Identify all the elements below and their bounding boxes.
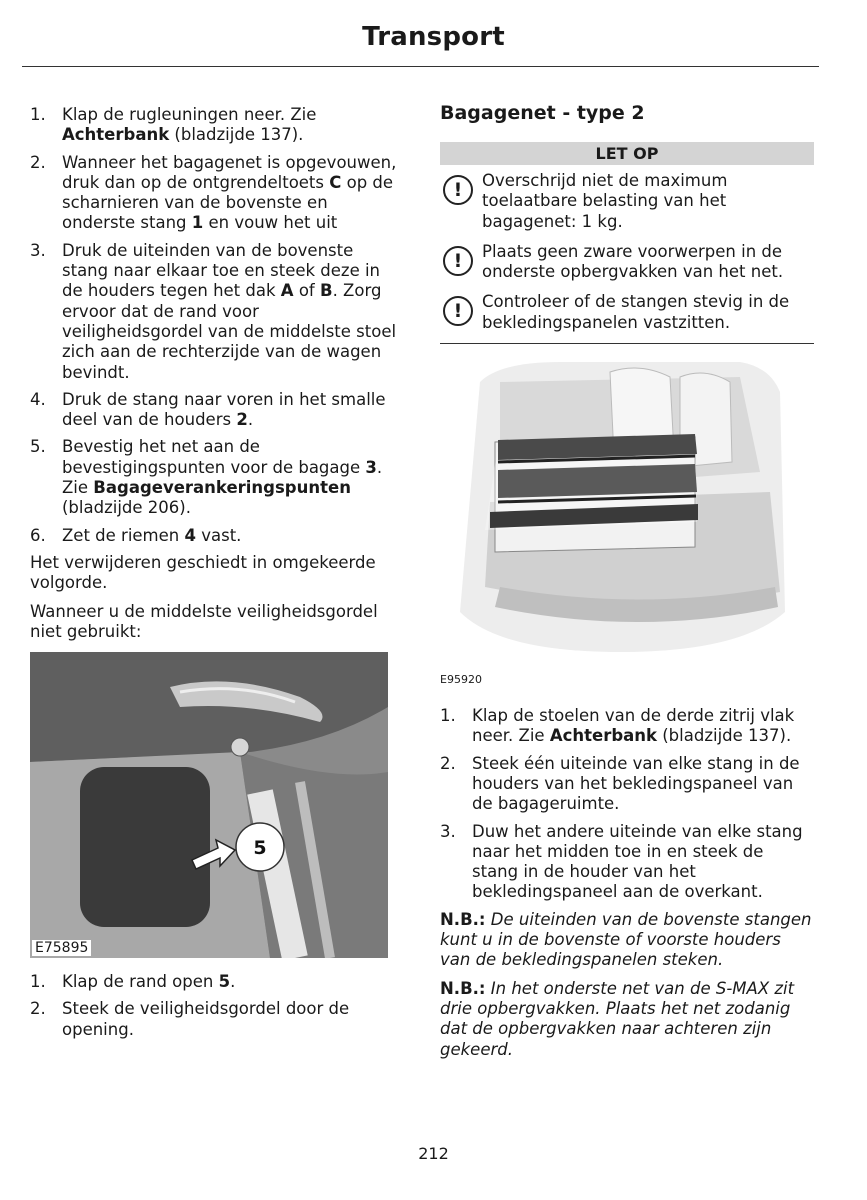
luggage-net-figure [440, 352, 812, 687]
warning-icon: ! [443, 296, 473, 326]
list-item-number: 3. [30, 240, 46, 260]
emphasis-text: 1 [191, 213, 204, 233]
list-item-text: of [293, 281, 320, 301]
callout-label: 5 [253, 837, 267, 860]
list-item [440, 754, 814, 815]
note-label: N.B.: [440, 909, 486, 929]
right-column [440, 102, 814, 1068]
list-item [30, 241, 402, 383]
warning-icon: ! [443, 246, 473, 276]
list-item [30, 437, 402, 518]
emphasis-text: Bagageverankeringspunten [93, 478, 351, 498]
warning-item [440, 242, 814, 283]
emphasis-text: 5 [218, 972, 231, 992]
note-1 [440, 910, 814, 971]
note-text: De uiteinden van de bovenste stangen kunt u in de bovenste of voorste houders van de bekledingspanelen steken. [440, 909, 812, 970]
caution-bar: LET OP [440, 142, 814, 165]
warning-text: Controleer of de stangen stevig in de bekledingspanelen vastzitten. [482, 292, 790, 332]
warning-item [440, 292, 814, 333]
list-item [30, 153, 402, 234]
list-item [30, 526, 402, 546]
note-label: N.B.: [440, 978, 486, 998]
list-item [30, 105, 402, 146]
list-item-number: 3. [440, 821, 456, 841]
emphasis-text: 3 [365, 457, 377, 477]
emphasis-text: 2 [236, 410, 248, 430]
note-text: In het onderste net van de S-MAX zit drie opbergvakken. Plaats het net zodanig dat de opbergvakken naar achteren zijn gekeerd. [440, 978, 795, 1059]
list-item-text: op de scharnieren van de bovenste en onderste stang [62, 172, 394, 233]
list-item-text: . [247, 410, 254, 430]
list-item-text: (bladzijde 206). [62, 498, 191, 518]
list-item-number: 2. [440, 753, 456, 773]
list-item-text: Steek één uiteinde van elke stang in de houders van het bekledingspaneel van de bagageruimte. [472, 753, 800, 814]
seatbelt-illustration [30, 652, 388, 958]
warning-icon: ! [443, 175, 473, 205]
list-item-number: 1. [440, 706, 456, 726]
list-item-text: . Zie [62, 457, 383, 498]
list-item-text: Klap de rand open [62, 972, 219, 992]
warning-item [440, 171, 814, 232]
list-item [440, 822, 814, 903]
page-number: 212 [418, 1144, 449, 1163]
list-item-text: vast. [195, 525, 242, 545]
list-item-text: (bladzijde 137). [169, 125, 304, 145]
list-item-text: Klap de rugleuningen neer. Zie [62, 105, 317, 124]
list-item-text: Steek de veiligheidsgordel door de opening. [62, 999, 350, 1039]
list-item-number: 1. [30, 105, 46, 124]
list-item-number: 2. [30, 152, 46, 172]
list-item-number: 1. [30, 972, 46, 992]
list-item-text: en vouw het uit [203, 213, 338, 233]
warning-list [440, 171, 814, 333]
page-title: Transport [362, 22, 505, 52]
list-item-text: . Zorg ervoor dat de rand voor veiligheidsgordel van de middelste stoel zich aan de rechterzijde van de wagen bevindt. [62, 281, 397, 382]
list-item-text: Klap de stoelen van de derde zitrij vlak neer. Zie [472, 706, 795, 746]
list-item-text: Bevestig het net aan de bevestigingspunten voor de bagage [62, 437, 366, 477]
emphasis-text: Achterbank [62, 125, 170, 145]
list-item-number: 5. [30, 437, 46, 457]
luggage-net-illustration [440, 352, 812, 652]
figure-caption: E75895 [32, 940, 91, 956]
emphasis-text: A [280, 281, 294, 301]
list-item [30, 999, 402, 1040]
figure-caption-2: E95920 [440, 673, 482, 687]
list-item-text: Druk de uiteinden van de bovenste stang naar elkaar toe en steek deze in de houders tegen het dak [62, 240, 381, 301]
warning-text: Plaats geen zware voorwerpen in de onderste opbergvakken van het net. [482, 241, 784, 282]
seatbelt-figure [30, 652, 388, 958]
note-2 [440, 979, 814, 1060]
list-item-text: . [230, 972, 236, 992]
instruction-list-3 [440, 706, 814, 903]
emphasis-text: Achterbank [549, 726, 657, 746]
list-item-text: Zet de riemen [62, 525, 185, 545]
list-item [30, 972, 402, 992]
list-item-number: 6. [30, 525, 46, 545]
left-column [30, 105, 402, 1047]
paragraph-removal: Het verwijderen geschiedt in omgekeerde volgorde. [30, 552, 376, 593]
list-item-text: (bladzijde 137). [657, 726, 792, 746]
instruction-list [30, 105, 402, 546]
list-item [30, 390, 402, 431]
emphasis-text: B [319, 281, 333, 301]
emphasis-text: 4 [184, 525, 196, 545]
list-item-number: 2. [30, 999, 46, 1019]
header-divider [22, 66, 819, 67]
section-heading: Bagagenet - type 2 [440, 102, 645, 124]
list-item-number: 4. [30, 389, 46, 409]
instruction-list-2 [30, 972, 402, 1040]
list-item-text: Duw het andere uiteinde van elke stang naar het midden toe in en steek de stang in de houder van het bekledingspaneel aan de overkant. [472, 821, 803, 902]
paragraph-middle-belt: Wanneer u de middelste veiligheidsgordel niet gebruikt: [30, 601, 378, 641]
warning-divider [440, 343, 814, 344]
warning-text: Overschrijd niet de maximum toelaatbare belasting van het bagagenet: 1 kg. [482, 171, 728, 231]
emphasis-text: C [329, 172, 342, 192]
list-item-text: Wanneer het bagagenet is opgevouwen, druk dan op de ontgrendeltoets [62, 152, 397, 192]
list-item-text: Druk de stang naar voren in het smalle deel van de houders [62, 389, 386, 430]
list-item [440, 706, 814, 747]
